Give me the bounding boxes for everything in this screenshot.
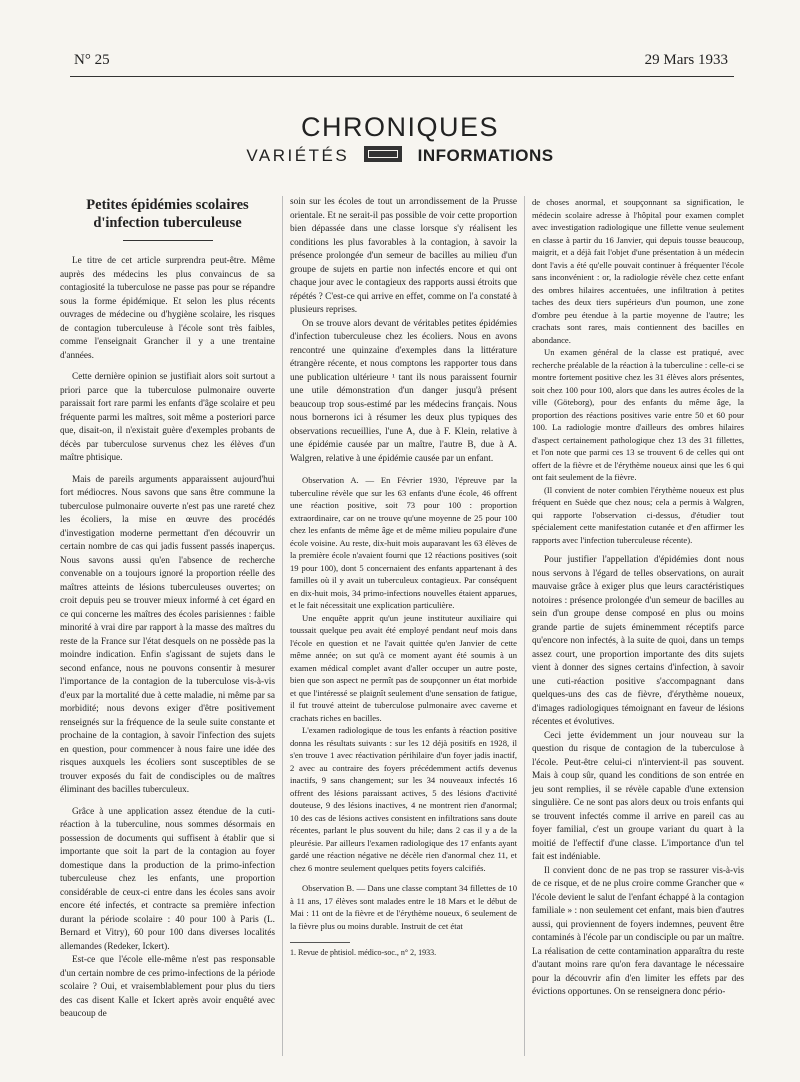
paragraph: Est-ce que l'école elle-même n'est pas responsable d'un certain nombre de ces primo-infections de la période scolaire ? Oui, et vraisemblablement pour plus du tiers des cas disent Kalle et Ickert après avoir enquêté avec beaucoup de [60,955,275,1019]
title-rule [123,240,213,241]
paragraph: L'examen radiologique de tous les enfants à réaction positive donna les résultats suivants : sur les 12 déjà positifs en 1928, il s'en trouve 1 avec réactivation périhilaire d'un foyer jadis inactif, 2 avec au contraire des foyers précédemment actifs devenus inactifs, 9 sans changement; sur les 34 nouveaux infectés 16 offrent des lésions paraissant actives, 5 des lésions d'activité douteuse, 9 des lésions inactives, 4 ne montrent rien d'anormal; 10 des cas de lésions actives consistent en infiltrations sans doute récentes, parlant le plus souvent du hile; dans 2 cas il y a de la pleurésie. Par ailleurs l'examen radiologique des 17 enfants ayant gardé une réaction négative ne décèle rien d'anormal chez 11, et chez 6 montre seulement quelques petits foyers calcifiés. [290,725,517,873]
paragraph: soin sur les écoles de tout un arrondissement de la Prusse orientale. Et ne serait-il pas possible de voir cette proportion bien dépassée dans une classe lorsque s'y réalisent les conditions les plus favorables à la contagion, à savoir la présence prolongée d'un semeur de bacilles au milieu d'un groupe de sujets en partie non infectés encore et qui ont chaque jour avec le contagieux des rapports aussi étroits que répétés ? C'est-ce qui arrive en effet, comme on l'a constaté à plusieurs reprises. [290,197,517,315]
paragraph: Une enquête apprit qu'un jeune instituteur auxiliaire qui toussait quelque peu avait été employé pendant neuf mois dans l'école en question et ne l'avait quittée qu'en Janvier de cette même année; on sut qu'à ce moment ayant été soumis à un examen médical complet avant d'aller occuper un autre poste, bien que son aspect ne permît pas de soupçonner un état morbide et que l'intéressé se plaignît seulement d'une sensation de fatigue, il fut trouvé atteint de tuberculose pulmonaire avec caverne et crachats riches en bacilles. [290,612,517,723]
masthead-subtitle [0,146,800,166]
paragraph: (Il convient de noter combien l'érythème noueux est plus fréquent en Suède que chez nous; cela a permis à Walgren, qui rapporte l'observation ci-dessus, d'étudier tout spécialement cette manifestation cutanée et d'en affirmer les rapports avec l'infection tuberculeuse récente). [532,484,744,545]
paragraph: de choses anormal, et soupçonnant sa signification, le médecin scolaire adresse à l'hôpital pour examen complet avec investigation radiologique une fillette venue seulement en classe à partir du 16 Janvier, qui depuis tousse beaucoup, maigrit, et a déjà fait l'objet d'une présentation à un médecin dont l'avis a été qu'elle pouvait continuer à fréquenter l'école sans inconvénient : or, la radiologie révèle chez cette enfant des ombres hilaires accentuées, une infiltration à petites taches des deux tiers supérieurs d'un poumon, une zone d'ombre peu étendue à la partie moyenne de l'autre; les crachats sont rares, mais contiennent des bacilles en abondance. [532,197,744,345]
article-title [60,196,275,232]
paragraph: Il convient donc de ne pas trop se rassurer vis-à-vis de ce risque, et de ne plus croire comme Grancher que « l'école devient le salut de l'enfant échappé à la contagion familiale » : non seulement cet enfant, mais bien d'autres aussi, qui proviennent de foyers indemnes, peuvent être contaminés à l'école par un condisciple ou par un maître. La réalisation de cette contamination apparaîtra du reste d'autant moins rare qu'on fera davantage le nécessaire pour la découvrir afin d'en limiter les effets par des évictions opportunes. On se renseignera donc pério- [532,865,744,997]
article-title-line1: Petites épidémies scolaires [86,197,249,213]
article-title-line2: d'infection tuberculeuse [93,215,242,231]
masthead-informations: INFORMATIONS [417,146,554,165]
column-2 [290,196,517,958]
ornament-icon [364,146,402,162]
header-issue-number: N° 25 [74,52,110,68]
masthead-varietes: VARIÉTÉS [246,146,350,165]
header-date: 29 Mars 1933 [644,52,728,68]
column-rule-2 [524,196,525,1056]
column-1 [60,196,275,1022]
header-rule [70,76,734,77]
column-3 [532,196,744,1000]
footnote-rule [290,942,350,943]
paragraph: Ceci jette évidemment un jour nouveau sur la question du risque de contagion de la tuberculose à l'école. Peut-être celui-ci n'intervient-il pas souvent. Mais à coup sûr, quand les conditions de son entrée en jeu sont remplies, il se révèle capable d'une extension singulière. Ce ne sont pas alors deux ou trois enfants qui se trouvent infectés comme il arrive en pareil cas au foyer familial, c'est un groupe variant du quart à la moitié de l'effectif d'une classe. L'importance d'un tel fait est indéniable. [532,730,744,862]
observation-a: Observation A. — En Février 1930, l'épreuve par la tuberculine révèle que sur les 63 enfants d'une école, 46 offrent une réaction positive, soit 73 pour 100 : proportion extraordinaire, car on ne trouve qu'une moyenne de 25 pour 100 chez les enfants de même âge et de même milieu populaire d'une école voisine. Au reste, dix-huit mois auparavant les 63 élèves de la première école n'avaient fourni que 12 réactions positives (soit 19 pour 100), dont 5 concernaient des enfants appartenant à des familles où il y avait un tuberculeux contagieux. Par conséquent en dix-huit mois, 34 primo-infections nouvelles étaient apparues, et le fait nécessitait une explication particulière. [290,475,517,610]
paragraph: Un examen général de la classe est pratiqué, avec recherche préalable de la réaction à la tuberculine : celle-ci se montre fortement positive chez les 31 élèves alors présentes, soit chez 100 pour 100, alors que dans les autres écoles de la ville (Göteborg), pour des enfants du même âge, la proportion des réactions positives varie entre 50 et 60 pour 100. La radiologie montre d'ailleurs des ombres hilaires d'aspect certainement pathologique chez 13 des 31 fillettes, et l'on note que parmi ces 13 se trouvent 6 de celles qui ont offert de la fièvre et de l'érythème noueux ainsi que les 6 qui ont fait seulement de la fièvre. [532,347,744,482]
footnote: 1. Revue de phtisiol. médico-soc., n° 2, 1933. [290,948,437,957]
paragraph: Le titre de cet article surprendra peut-être. Même auprès des médecins les plus convaincus de sa contagiosité la tuberculose ne passe pas pour se répandre sous la forme épidémique. Et selon les plus récents ouvrages de médecine ou d'hygiène scolaire, les risques de contagion tuberculeuse à l'école sont très faibles, comme l'enseignait Grancher il y a une trentaine d'années. [60,256,275,361]
column-rule-1 [282,196,283,1056]
paragraph: Cette dernière opinion se justifiait alors soit surtout a priori parce que la tuberculose pulmonaire ouverte paraissait fort rare parmi les enfants d'âge scolaire et peu fréquente parmi les maîtres, soit même a posteriori parce que, disait-on, il n'existait guère d'exemples probants de décès par tuberculose survenus chez les élèves d'un maître phtisique. [60,372,275,463]
observation-b: Observation B. — Dans une classe comptant 34 fillettes de 10 à 11 ans, 17 élèves sont malades entre le 18 Mars et le début de Mai : 11 ont de la fièvre et de l'érythème noueux, 6 seulement de la fièvre plus ou moins durable. Instruit de cet état [290,883,517,931]
paragraph: On se trouve alors devant de véritables petites épidémies d'infection tuberculeuse chez les écoliers. Nous en avons rencontré une quinzaine d'exemples dans la littérature étrangère récente, et nous comptons les rapporter tous dans une publication ultérieure ¹ tant ils nous paraissent fournir une utile démonstration d'un danger jusqu'à présent beaucoup trop sous-estimé par les médecins français. Nous nous bornerons ici à résumer les deux plus typiques des observations recueillies, l'une A, due à F. Klein, relative à une épidémie causée par un maître, l'autre B, due à A. Walgren, relative à une épidémie causée par un enfant. [290,318,517,464]
paragraph: Mais de pareils arguments apparaissent aujourd'hui fort médiocres. Nous savons que sans être commune la tuberculose pulmonaire ouverte n'est pas une rareté chez les écoliers, la mise en œuvre des procédés d'investigation moderne permettant d'en découvrir un certain nombre de cas qui jadis fussent passés inaperçus. Nous savons aussi qu'en l'absence de recherche convenable on a toujours ignoré la proportion réelle des maîtres atteints de lésions tuberculeuses ouvertes; on croit depuis peu se trouver mieux informé à cet égard en ce qui concerne les maîtres des écoles parisiennes : faible minorité à vrai dire par rapport à la masse des maîtres du reste de la France sur l'état desquels on ne possède pas la moindre indication. Enfin s'agissant de sujets dans le second enfance, nous ne pouvons consentir à mesurer l'importance de la contagion de la tuberculose vis-à-vis d'eux par la mortalité due à cette maladie, ni même par sa morbidité; nous devons exiger d'être positivement renseignés sur la fréquence de la seule suite constante et prochaine de la contagion, à savoir l'infection des sujets en question, pour commencer à nous faire une idée des risques auxquels les écoliers sont susceptibles de se trouver exposés du fait de condisciples ou de maîtres éliminant des bacilles tuberculeux. [60,474,275,795]
masthead-title: CHRONIQUES [300,112,499,142]
paragraph: Grâce à une application assez étendue de la cuti-réaction à la tuberculine, nous sommes désormais en possession de documents qui suffisent à établir que si importante que soit la part de la contagion au foyer domestique dans la production de la primo-infection tuberculeuse chez les enfants, une proportion considérable de ceux-ci entre dans les écoles sans avoir encore été infectés, et contracte sa première infection durant la période scolaire : 40 pour 100 à Paris (L. Bernard et Vitry), 60 pour 100 dans diverses localités allemandes (Redeker, Ickert). [60,806,275,952]
paragraph: Pour justifier l'appellation d'épidémies dont nous nous servons à l'égard de telles observations, on aurait mauvaise grâce à exiger plus que leurs caractéristiques notoires : présence prolongée d'un semeur de bacilles au sein d'un groupe dense composé en plus ou moins grande partie de sujets éminemment réceptifs parce qu'encore non infectés, à la suite de quoi, dans un temps assez court, une proportion importante des dits sujets vient à donner des signes certains d'infection, à savoir une cuti-réaction positive s'accompagnant dans quelques-uns des cas de fièvre, d'érythème noueux, d'images radiologiques témoignant en faveur de lésions récentes et évolutives. [532,555,744,727]
